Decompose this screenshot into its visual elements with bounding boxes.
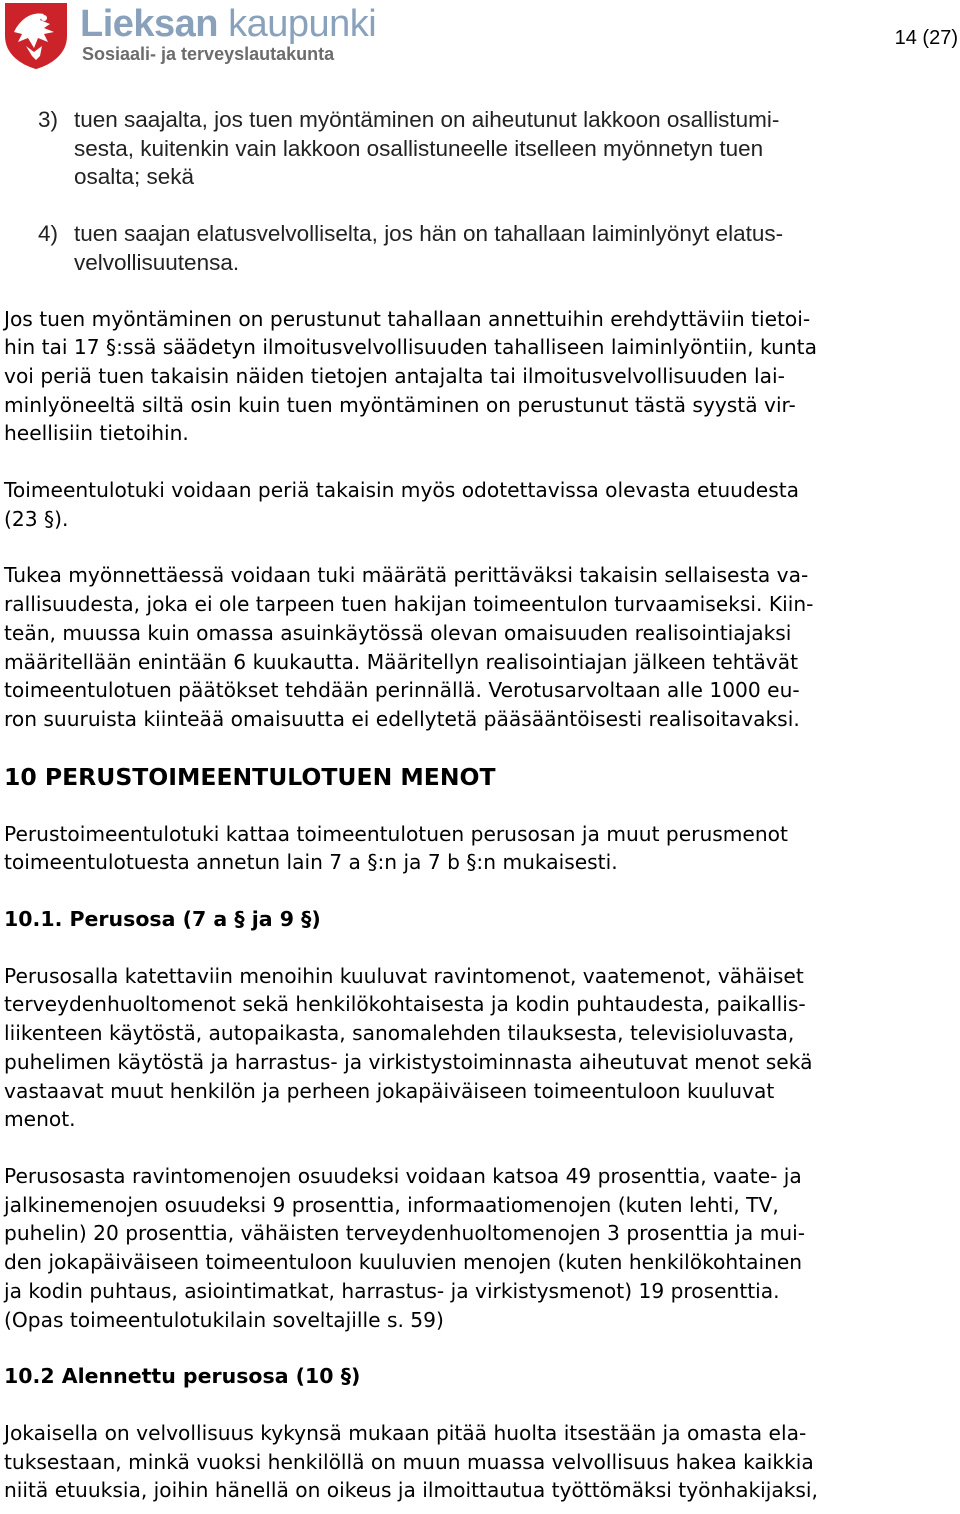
- text-line: Perusosasta ravintomenojen osuudeksi voidaan katsoa 49 prosenttia, vaate- ja: [4, 1163, 802, 1188]
- text-line: menot.: [4, 1107, 76, 1132]
- text-line: jalkinemenojen osuudeksi 9 prosenttia, informaatiomenojen (kuten lehti, TV,: [4, 1192, 779, 1217]
- page-number: 14 (27): [894, 27, 958, 49]
- text-line: velvollisuutensa.: [74, 249, 240, 275]
- list-item-number: 3): [38, 107, 59, 132]
- text-line: ron suuruista kiinteää omaisuutta ei edellytetä pääsääntöisesti realisoitavaksi.: [4, 706, 800, 731]
- text-line: sesta, kuitenkin vain lakkoon osallistuneelle itselleen myönnetyn tuen: [74, 135, 764, 161]
- text-line: toimeentulotuen päätökset tehdään perinnällä. Verotusarvoltaan alle 1000 eu-: [4, 678, 800, 703]
- text-line: hin tai 17 §:ssä säädetyn ilmoitusvelvollisuuden tahalliseen laiminlyöntiin, kunta: [4, 335, 817, 360]
- text-line: määritellään enintään 6 kuukautta. Määritellyn realisointiajan jälkeen tehtävät: [4, 649, 799, 674]
- subsection-heading: 10.2 Alennettu perusosa (10 §): [4, 1364, 361, 1389]
- text-line: terveydenhuoltomenot sekä henkilökohtaisesta ja kodin puhtaudesta, paikallis-: [4, 992, 806, 1017]
- text-line: toimeentulotuesta annetun lain 7 a §:n ja 7 b §:n mukaisesti.: [4, 850, 618, 875]
- paragraph: [4, 1419, 958, 1505]
- text-line: tuen saajan elatusvelvolliselta, jos hän on tahallaan laiminlyönyt elatus-: [74, 221, 784, 247]
- city-name: [80, 2, 376, 46]
- text-line: puhelin) 20 prosenttia, vähäisten terveydenhuoltomenojen 3 prosenttia ja mui-: [4, 1221, 806, 1246]
- text-line: teän, muussa kuin omassa asuinkäytössä olevan omaisuuden realisointiajaksi: [4, 620, 792, 645]
- document-body: [4, 106, 958, 1505]
- text-line: heellisiin tietoihin.: [4, 421, 189, 446]
- paragraph: [4, 962, 958, 1134]
- list-item-text: [74, 220, 958, 277]
- paragraph: [4, 305, 958, 449]
- page-header: [0, 0, 960, 80]
- city-logo: [4, 2, 377, 70]
- section-heading: 10 PERUSTOIMEENTULOTUEN MENOT: [4, 762, 496, 791]
- list-item: [4, 106, 958, 192]
- text-line: tuksestaan, minkä vuoksi henkilöllä on muun muassa velvollisuus hakea kaikkia: [4, 1449, 814, 1474]
- text-line: den jokapäiväiseen toimeentuloon kuuluvien menojen (kuten henkilökohtainen: [4, 1250, 803, 1275]
- subsection-heading: 10.1. Perusosa (7 a § ja 9 §): [4, 907, 321, 932]
- city-name-light: kaupunki: [218, 3, 377, 45]
- paragraph: [4, 1162, 958, 1334]
- coat-of-arms-icon: [4, 2, 68, 70]
- text-line: Jos tuen myöntäminen on perustunut tahallaan annettuihin erehdyttäviin tietoi-: [4, 306, 811, 331]
- numbered-list: [4, 106, 958, 278]
- list-item-text: [74, 106, 958, 192]
- text-line: minlyöneeltä siltä osin kuin tuen myöntäminen on perustunut tästä syystä vir-: [4, 392, 796, 417]
- text-line: Tukea myönnettäessä voidaan tuki määrätä perittäväksi takaisin sellaisesta va-: [4, 563, 809, 588]
- text-line: Perustoimeentulotuki kattaa toimeentulotuen perusosan ja muut perusmenot: [4, 821, 788, 846]
- text-line: (23 §).: [4, 506, 69, 531]
- text-line: ja kodin puhtaus, asiointimatkat, harrastus- ja virkistysmenot) 19 prosenttia.: [4, 1278, 780, 1303]
- list-item-number: 4): [38, 221, 59, 247]
- city-name-bold: Lieksan: [80, 3, 219, 45]
- text-line: vastaavat muut henkilön ja perheen jokapäiväiseen toimeentuloon kuuluvat: [4, 1078, 775, 1103]
- text-line: puhelimen käytöstä ja harrastus- ja virkistystoiminnasta aiheutuvat menot sekä: [4, 1049, 813, 1074]
- text-line: Toimeentulotuki voidaan periä takaisin myös odotettavissa olevasta etuudesta: [4, 478, 800, 503]
- text-line: rallisuudesta, joka ei ole tarpeen tuen hakijan toimeentulon turvaamiseksi. Kiin-: [4, 592, 814, 617]
- text-line: (Opas toimeentulotukilain soveltajille s. 59): [4, 1307, 444, 1332]
- text-line: osalta; sekä: [74, 164, 195, 190]
- paragraph: [4, 561, 958, 733]
- text-line: niitä etuuksia, joihin hänellä on oikeus ja ilmoittautua työttömäksi työnhakijaksi,: [4, 1478, 818, 1503]
- list-item: [4, 220, 958, 277]
- board-name: Sosiaali- ja terveyslautakunta: [82, 44, 335, 64]
- paragraph: [4, 476, 958, 533]
- text-line: tuen saajalta, jos tuen myöntäminen on aiheutunut lakkoon osallistumi-: [74, 107, 780, 132]
- text-line: Jokaisella on velvollisuus kykynsä mukaan pitää huolta itsestään ja omasta ela-: [4, 1420, 807, 1445]
- text-line: liikenteen käytöstä, autopaikasta, sanomalehden tilauksesta, televisioluvasta,: [4, 1021, 795, 1046]
- text-line: voi periä tuen takaisin näiden tietojen antajalta tai ilmoitusvelvollisuuden lai-: [4, 363, 785, 388]
- text-line: Perusosalla katettaviin menoihin kuuluvat ravintomenot, vaatemenot, vähäiset: [4, 963, 804, 988]
- paragraph: [4, 820, 958, 877]
